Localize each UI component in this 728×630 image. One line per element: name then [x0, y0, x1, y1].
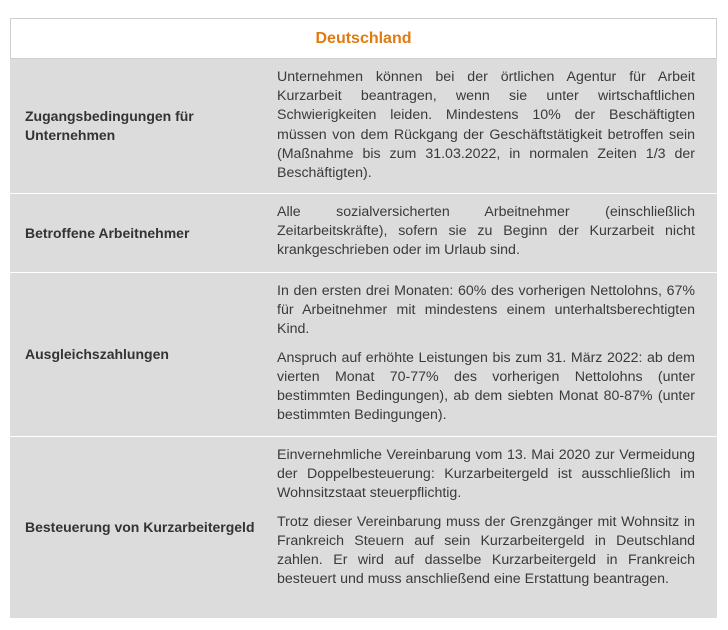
header-title: Deutschland: [315, 29, 412, 47]
row-paragraph: Anspruch auf erhöhte Leistungen bis zum 31. März 2022: ab dem vierten Monat 70-77% des vorherigen Nettolohns (unter bestimmten Bedingungen), ab dem siebten Monat 80-87% (unter bestimmten Bedingungen).: [277, 349, 695, 424]
table-row-ausgleichszahlungen: [10, 273, 717, 437]
table-row-betroffene-arbeitnehmer: [10, 194, 717, 273]
comparison-table: [10, 18, 717, 618]
row-content: [263, 194, 717, 272]
table-row-zugangsbedingungen: [10, 59, 717, 194]
row-label: Zugangsbedingungen für Unternehmen: [25, 108, 194, 143]
row-label: Betroffene Arbeitnehmer: [25, 224, 190, 241]
row-label: Besteuerung von Kurzarbeitergeld: [25, 519, 255, 535]
row-paragraph: Alle sozialversicherten Arbeitnehmer (einschließlich Zeitarbeitskräfte), sofern sie zu Beginn der Kurzarbeit nicht krankgeschrieben oder im Urlaub sind.: [277, 204, 695, 259]
row-paragraph: In den ersten drei Monaten: 60% des vorherigen Nettolohns, 67% für Arbeitnehmer mit mindestens einem unterhaltsberechtigten Kind.: [277, 283, 695, 338]
table-header: [10, 18, 717, 59]
row-content: [263, 273, 717, 436]
row-content: [263, 437, 717, 618]
row-paragraph: Unternehmen können bei der örtlichen Agentur für Arbeit Kurzarbeit beantragen, wenn sie unter wirtschaftlichen Schwierigkeiten leiden. Mindestens 10% der Beschäftigten müssen von dem Rückgang der Geschäftstätigkeit betroffen sein (Maßnahme bis zum 31.03.2022, in normalen Zeiten 1/3 der Beschäftigten).: [277, 69, 695, 182]
row-paragraph: Einvernehmliche Vereinbarung vom 13. Mai 2020 zur Vermeidung der Doppelbesteuerung: Kurzarbeitergeld ist ausschließlich im Wohnsitzstaat steuerpflichtig.: [277, 447, 695, 502]
row-paragraph: Trotz dieser Vereinbarung muss der Grenzgänger mit Wohnsitz in Frankreich Steuern auf sein Kurzarbeitergeld in Deutschland zahlen. Er wird auf dasselbe Kurzarbeitergeld in Frankreich besteuert und muss anschließend eine Erstattung beantragen.: [277, 513, 695, 588]
row-label: Ausgleichszahlungen: [25, 346, 169, 362]
table-row-besteuerung: [10, 437, 717, 618]
row-content: [263, 59, 717, 193]
